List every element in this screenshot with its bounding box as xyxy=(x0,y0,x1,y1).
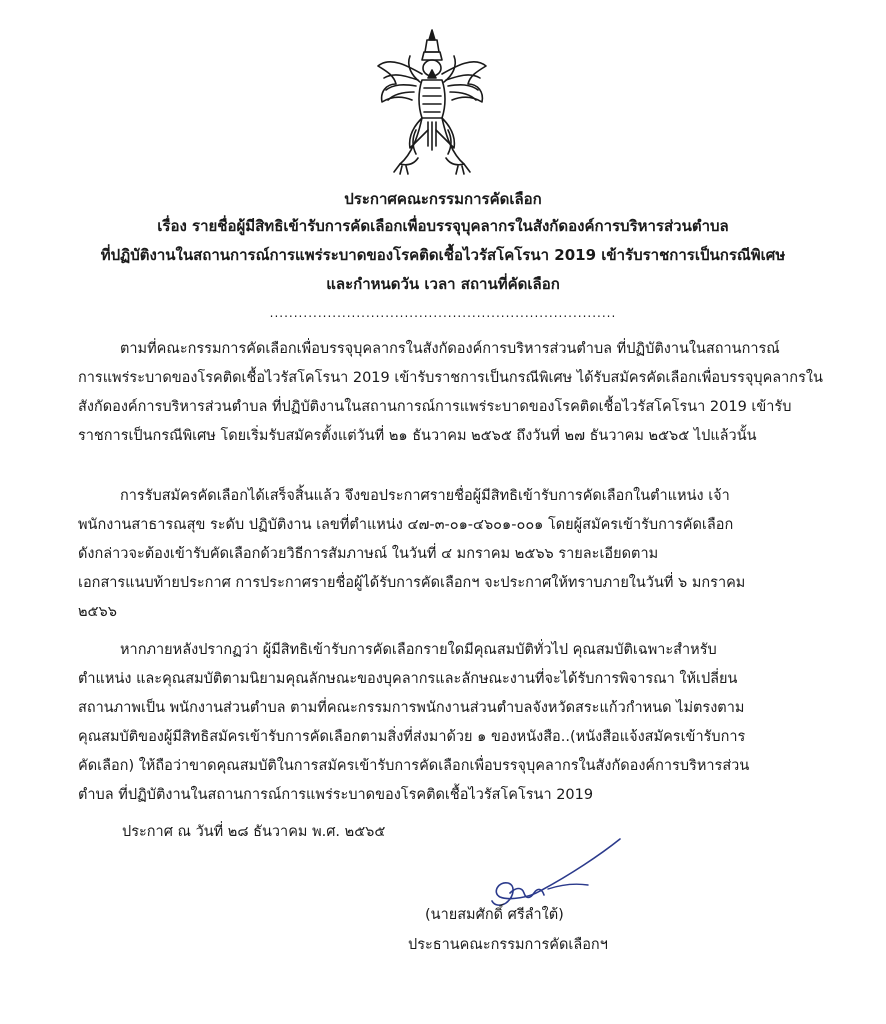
paragraph-application-period xyxy=(78,335,846,451)
paragraph-line: พนักงานสาธารณสุข ระดับ ปฏิบัติงาน เลขที่ตำแหน่ง ๔๗-๓-๐๑-๔๖๐๑-๐๐๑ โดยผู้สมัครเข้ารับการคัดเลือก xyxy=(78,517,734,533)
announcement-date: ประกาศ ณ วันที่ ๒๘ ธันวาคม พ.ศ. ๒๕๖๕ xyxy=(122,824,386,840)
paragraph-line: ตามที่คณะกรรมการคัดเลือกเพื่อบรรจุบุคลากรในสังกัดองค์การบริหารส่วนตำบล ที่ปฏิบัติงานในสถานการณ์ xyxy=(120,341,780,357)
subject-line-1: เรื่อง รายชื่อผู้มีสิทธิเข้ารับการคัดเลือกเพื่อบรรจุบุคลากรในสังกัดองค์การบริหารส่วนตำบล xyxy=(157,217,729,235)
garuda-emblem-icon xyxy=(372,26,492,176)
signer-name: (นายสมศักดิ์ ศรีลำใต้) xyxy=(425,907,564,923)
paragraph-line: ตำแหน่ง และคุณสมบัติตามนิยามคุณลักษณะของบุคลากรและลักษณะงานที่จะได้รับการพิจารณา ให้เปลี่ยน xyxy=(78,671,738,687)
announcement-title: ประกาศคณะกรรมการคัดเลือก xyxy=(344,190,542,208)
paragraph-line: สังกัดองค์การบริหารส่วนตำบล ที่ปฏิบัติงานในสถานการณ์การแพร่ระบาดของโรคติดเชื้อไวรัสโคโรนา 2019 เข้ารับ xyxy=(78,399,792,415)
paragraph-line: ราชการเป็นกรณีพิเศษ โดยเริ่มรับสมัครตั้งแต่วันที่ ๒๑ ธันวาคม ๒๕๖๕ ถึงวันที่ ๒๗ ธันวาคม ๒๕๖๕ ไปแล้วนั้น xyxy=(78,428,757,444)
paragraph-line: เอกสารแนบท้ายประกาศ การประกาศรายชื่อผู้ได้รับการคัดเลือกฯ จะประกาศให้ทราบภายในวันที่ ๖ มกราคม xyxy=(78,575,746,591)
subject-line-3: และกำหนดวัน เวลา สถานที่คัดเลือก xyxy=(326,275,560,293)
paragraph-line: คัดเลือก) ให้ถือว่าขาดคุณสมบัติในการสมัครเข้ารับการคัดเลือกเพื่อบรรจุบุคลากรในสังกัดองค์การบริหารส่วน xyxy=(78,758,750,774)
paragraph-line: ๒๕๖๖ xyxy=(78,604,117,620)
paragraph-line: การแพร่ระบาดของโรคติดเชื้อไวรัสโคโรนา 2019 เข้ารับราชการเป็นกรณีพิเศษ ได้รับสมัครคัดเลือกเพื่อบรรจุบุคลากรใน xyxy=(78,370,823,386)
title-separator: ........................................................................ xyxy=(269,306,617,320)
paragraph-eligible-list xyxy=(78,482,846,627)
paragraph-disqualification xyxy=(78,636,846,810)
paragraph-line: หากภายหลังปรากฏว่า ผู้มีสิทธิเข้ารับการคัดเลือกรายใดมีคุณสมบัติทั่วไป คุณสมบัติเฉพาะสำหรับ xyxy=(120,642,717,658)
paragraph-line: คุณสมบัติของผู้มีสิทธิสมัครเข้ารับการคัดเลือกตามสิ่งที่ส่งมาด้วย ๑ ของหนังสือ..(หนังสือแจ้งสมัครเข้ารับการ xyxy=(78,729,746,745)
signer-title: ประธานคณะกรรมการคัดเลือกฯ xyxy=(408,937,608,953)
paragraph-line: สถานภาพเป็น พนักงานส่วนตำบล ตามที่คณะกรรมการพนักงานส่วนตำบลจังหวัดสระแก้วกำหนด ไม่ตรงตาม xyxy=(78,700,745,716)
subject-line-2: ที่ปฏิบัติงานในสถานการณ์การแพร่ระบาดของโรคติดเชื้อไวรัสโคโรนา 2019 เข้ารับราชการเป็นกรณีพิเศษ xyxy=(100,246,786,264)
paragraph-line: ตำบล ที่ปฏิบัติงานในสถานการณ์การแพร่ระบาดของโรคติดเชื้อไวรัสโคโรนา 2019 xyxy=(78,787,594,803)
paragraph-line: ดังกล่าวจะต้องเข้ารับคัดเลือกด้วยวิธีการสัมภาษณ์ ในวันที่ ๔ มกราคม ๒๕๖๖ รายละเอียดตาม xyxy=(78,546,659,562)
paragraph-line: การรับสมัครคัดเลือกได้เสร็จสิ้นแล้ว จึงขอประกาศรายชื่อผู้มีสิทธิเข้ารับการคัดเลือกในตำแหน่ง เจ้า xyxy=(120,488,730,504)
